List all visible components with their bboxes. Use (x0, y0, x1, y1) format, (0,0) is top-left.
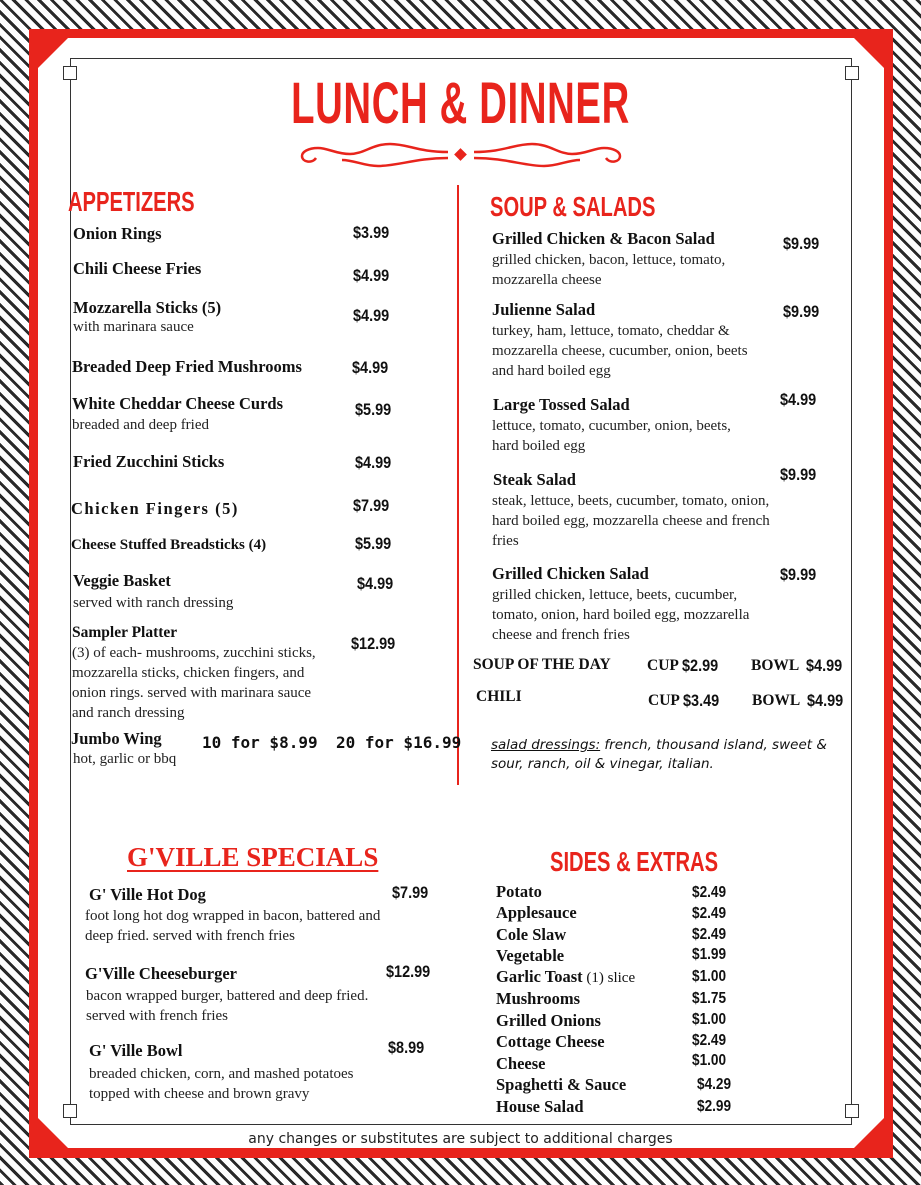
menu-item-name: Julienne Salad (492, 300, 596, 319)
side-item-name: Cole Slaw (496, 925, 567, 944)
menu-item-price: $9.99 (780, 465, 817, 484)
menu-item-price: $7.99 (353, 496, 390, 515)
side-item-name: Cheese (496, 1054, 546, 1073)
menu-item-desc: grilled chicken, lettuce, beets, cucumber, tomato, onion, hard boiled egg, mozzarella cheese and french fries (492, 587, 750, 643)
side-item-price: $1.00 (692, 968, 727, 985)
chili-label: CHILI (476, 688, 522, 705)
menu-item-name: G' Ville Hot Dog (89, 885, 206, 904)
side-item-price: $1.75 (692, 990, 727, 1007)
menu-item-name: Steak Salad (493, 470, 576, 489)
soup-bowl-price: $4.99 (806, 656, 843, 675)
corner-square-tl (63, 66, 77, 80)
menu-item-desc: lettuce, tomato, cucumber, onion, beets, hard boiled egg (492, 418, 731, 454)
chili-cup-price: $3.49 (683, 691, 720, 710)
side-item-price: $4.29 (697, 1076, 732, 1093)
menu-item-desc: foot long hot dog wrapped in bacon, battered and deep fried. served with french fries (85, 908, 381, 944)
gville-specials-heading: G'VILLE SPECIALS (127, 842, 379, 872)
salad-dressings-note (491, 736, 861, 774)
side-item-name: Mushrooms (496, 989, 581, 1008)
side-item-price: $2.99 (697, 1098, 732, 1115)
chili-bowl-label: BOWL (752, 692, 801, 709)
menu-item-price: $4.99 (357, 574, 394, 593)
menu-item-name: Large Tossed Salad (493, 395, 630, 414)
corner-triangle-tr (854, 38, 884, 68)
side-item-price: $1.00 (692, 1011, 727, 1028)
menu-item-name: Fried Zucchini Sticks (73, 452, 225, 471)
chili-bowl-price: $4.99 (807, 691, 844, 710)
menu-item-name: Chili Cheese Fries (73, 259, 202, 278)
menu-item-price: $3.99 (353, 223, 390, 242)
side-item-price: $1.99 (692, 946, 727, 963)
salad-dressings-list: french, thousand island, sweet & sour, ranch, oil & vinegar, italian. (491, 737, 827, 772)
menu-item-price: $12.99 (386, 962, 431, 981)
menu-item-name: Breaded Deep Fried Mushrooms (72, 357, 302, 376)
menu-item-desc: grilled chicken, bacon, lettuce, tomato, mozzarella cheese (492, 252, 726, 288)
menu-item-price: $8.99 (388, 1038, 425, 1057)
side-item-name (496, 967, 635, 987)
menu-item-desc: with marinara sauce (73, 319, 194, 335)
menu-item-name: Chicken Fingers (5) (71, 499, 239, 518)
side-item-name: Applesauce (496, 903, 577, 922)
menu-item-name: Onion Rings (73, 224, 162, 243)
menu-item-price: $9.99 (783, 302, 820, 321)
side-item-name: Cottage Cheese (496, 1032, 605, 1051)
soup-bowl-label: BOWL (751, 657, 800, 674)
corner-triangle-tl (38, 38, 68, 68)
menu-item-price: $4.99 (353, 266, 390, 285)
side-item-name: Spaghetti & Sauce (496, 1075, 627, 1094)
side-item-price: $2.49 (692, 884, 727, 901)
menu-item-price: $5.99 (355, 534, 392, 553)
side-item-price: $1.00 (692, 1052, 727, 1069)
side-item-name: House Salad (496, 1097, 584, 1116)
menu-item-desc: bacon wrapped burger, battered and deep fried. served with french fries (86, 988, 369, 1024)
menu-item-price: $5.99 (355, 400, 392, 419)
soup-cup-price: $2.99 (682, 656, 719, 675)
soup-of-day-label: SOUP OF THE DAY (473, 656, 611, 673)
corner-square-tr (845, 66, 859, 80)
appetizers-heading: APPETIZERS (68, 186, 195, 217)
wing-price-10: 10 for $8.99 (202, 733, 318, 752)
menu-item-price: $4.99 (352, 358, 389, 377)
salad-dressings-label: salad dressings: (491, 737, 601, 753)
flourish-ornament-icon (298, 140, 624, 170)
side-item-price: $2.49 (692, 926, 727, 943)
menu-item-name: Grilled Chicken & Bacon Salad (492, 229, 715, 248)
menu-item-desc: steak, lettuce, beets, cucumber, tomato, onion, hard boiled egg, mozzarella cheese and french fries (492, 493, 770, 549)
soup-cup-label: CUP (647, 657, 679, 674)
menu-item-name: Cheese Stuffed Breadsticks (4) (71, 537, 267, 553)
menu-item-desc: served with ranch dressing (73, 595, 234, 611)
menu-item-desc: breaded and deep fried (72, 417, 210, 433)
menu-item-desc: hot, garlic or bbq (73, 751, 177, 767)
footer-note: any changes or substitutes are subject to additional charges (248, 1131, 673, 1147)
soup-salads-heading: SOUP & SALADS (490, 191, 656, 222)
menu-item-name: Jumbo Wing (71, 729, 162, 748)
corner-square-bl (63, 1104, 77, 1118)
menu-item-desc: turkey, ham, lettuce, tomato, cheddar & mozzarella cheese, cucumber, onion, beets and hard boiled egg (492, 323, 748, 379)
sides-extras-heading: SIDES & EXTRAS (550, 846, 719, 877)
menu-item-price: $9.99 (783, 234, 820, 253)
menu-item-price: $4.99 (353, 306, 390, 325)
corner-square-br (845, 1104, 859, 1118)
wing-price-20: 20 for $16.99 (336, 733, 462, 752)
side-item-price: $2.49 (692, 1032, 727, 1049)
menu-title: LUNCH & DINNER (291, 71, 630, 136)
side-item-label: Garlic Toast (496, 967, 583, 986)
side-item-name: Grilled Onions (496, 1011, 601, 1030)
menu-item-name: Grilled Chicken Salad (492, 564, 649, 583)
column-divider (457, 185, 459, 785)
menu-item-price: $4.99 (780, 390, 817, 409)
menu-item-name: Sampler Platter (72, 624, 178, 641)
menu-item-name: White Cheddar Cheese Curds (72, 394, 283, 413)
side-item-name: Potato (496, 882, 542, 901)
menu-item-name: G' Ville Bowl (89, 1041, 183, 1060)
menu-item-name: Veggie Basket (73, 571, 171, 590)
menu-item-price: $7.99 (392, 883, 429, 902)
chili-cup-label: CUP (648, 692, 680, 709)
menu-item-desc: (3) of each- mushrooms, zucchini sticks, mozzarella sticks, chicken fingers, and onion rings. served with marinara sauce and ranch dressing (72, 645, 316, 721)
side-item-note: (1) slice (582, 970, 636, 986)
menu-item-desc: breaded chicken, corn, and mashed potatoes topped with cheese and brown gravy (89, 1066, 354, 1102)
menu-item-name: G'Ville Cheeseburger (85, 964, 237, 983)
side-item-name: Vegetable (496, 946, 565, 965)
menu-item-price: $9.99 (780, 565, 817, 584)
side-item-price: $2.49 (692, 905, 727, 922)
menu-item-price: $12.99 (351, 634, 396, 653)
menu-item-price: $4.99 (355, 453, 392, 472)
menu-item-name: Mozzarella Sticks (5) (73, 298, 222, 317)
